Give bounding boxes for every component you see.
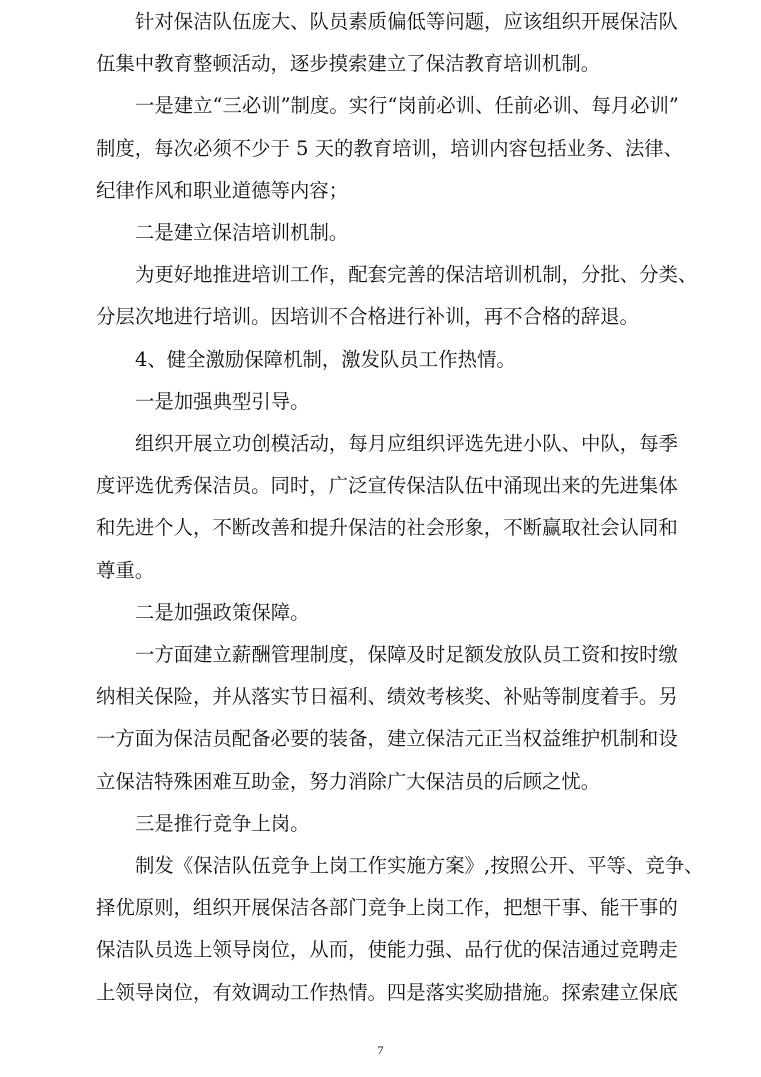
text-line: 一方面为保洁员配备必要的装备，建立保洁元正当权益维护机制和设: [96, 727, 678, 751]
text-line: 二是建立保洁培训机制。: [135, 221, 349, 244]
text-line: 一是建立“三必训”制度。实行“岗前必训、任前必训、每月必训”: [135, 94, 679, 118]
text-line: 伍集中教育整顿活动，逐步摸索建立了保洁教育培训机制。: [96, 52, 601, 76]
text-line: 三是推行竞争上岗。: [135, 811, 310, 835]
text-line: 二是加强政策保障。: [135, 600, 310, 624]
text-line: 一方面建立薪酬管理制度，保障及时足额发放队员工资和按时缴: [135, 643, 678, 666]
text-line: 择优原则，组织开展保洁各部门竞争上岗工作，把想干事、能干事的: [96, 896, 678, 920]
text-line: 上领导岗位，有效调动工作热情。四是落实奖励措施。探索建立保底: [96, 980, 678, 1004]
text-line: 纪律作风和职业道德等内容；: [96, 178, 349, 202]
text-line: 组织开展立功创模活动，每月应组织评选先进小队、中队，每季: [135, 432, 678, 455]
text-line: 4、健全激励保障机制，激发队员工作热情。: [135, 347, 516, 371]
text-line: 制发《保洁队伍竞争上岗工作实施方案》,按照公开、平等、竞争、: [135, 854, 704, 877]
text-line: 尊重。: [96, 558, 155, 582]
text-line: 制度，每次必须不少于 5 天的教育培训，培训内容包括业务、法律、: [96, 136, 683, 160]
text-line: 度评选优秀保洁员。同时，广泛宣传保洁队伍中涌现出来的先进集体: [96, 474, 678, 498]
text-line: 纳相关保险，并从落实节日福利、绩效考核奖、补贴等制度着手。另: [96, 685, 678, 709]
text-line: 为更好地推进培训工作，配套完善的保洁培训机制，分批、分类、: [135, 263, 698, 287]
text-line: 针对保洁队伍庞大、队员素质偏低等问题，应该组织开展保洁队: [135, 10, 678, 33]
text-line: 和先进个人，不断改善和提升保洁的社会形象，不断赢取社会认同和: [96, 516, 678, 540]
text-line: 立保洁特殊困难互助金，努力消除广大保洁员的后顾之忧。: [96, 769, 601, 793]
text-line: 一是加强典型引导。: [135, 389, 310, 413]
text-line: 保洁队员选上领导岗位，从而，使能力强、品行优的保洁通过竞聘走: [96, 938, 678, 962]
page-number: 7: [377, 1043, 384, 1057]
text-line: 分层次地进行培训。因培训不合格进行补训，再不合格的辞退。: [96, 305, 639, 329]
